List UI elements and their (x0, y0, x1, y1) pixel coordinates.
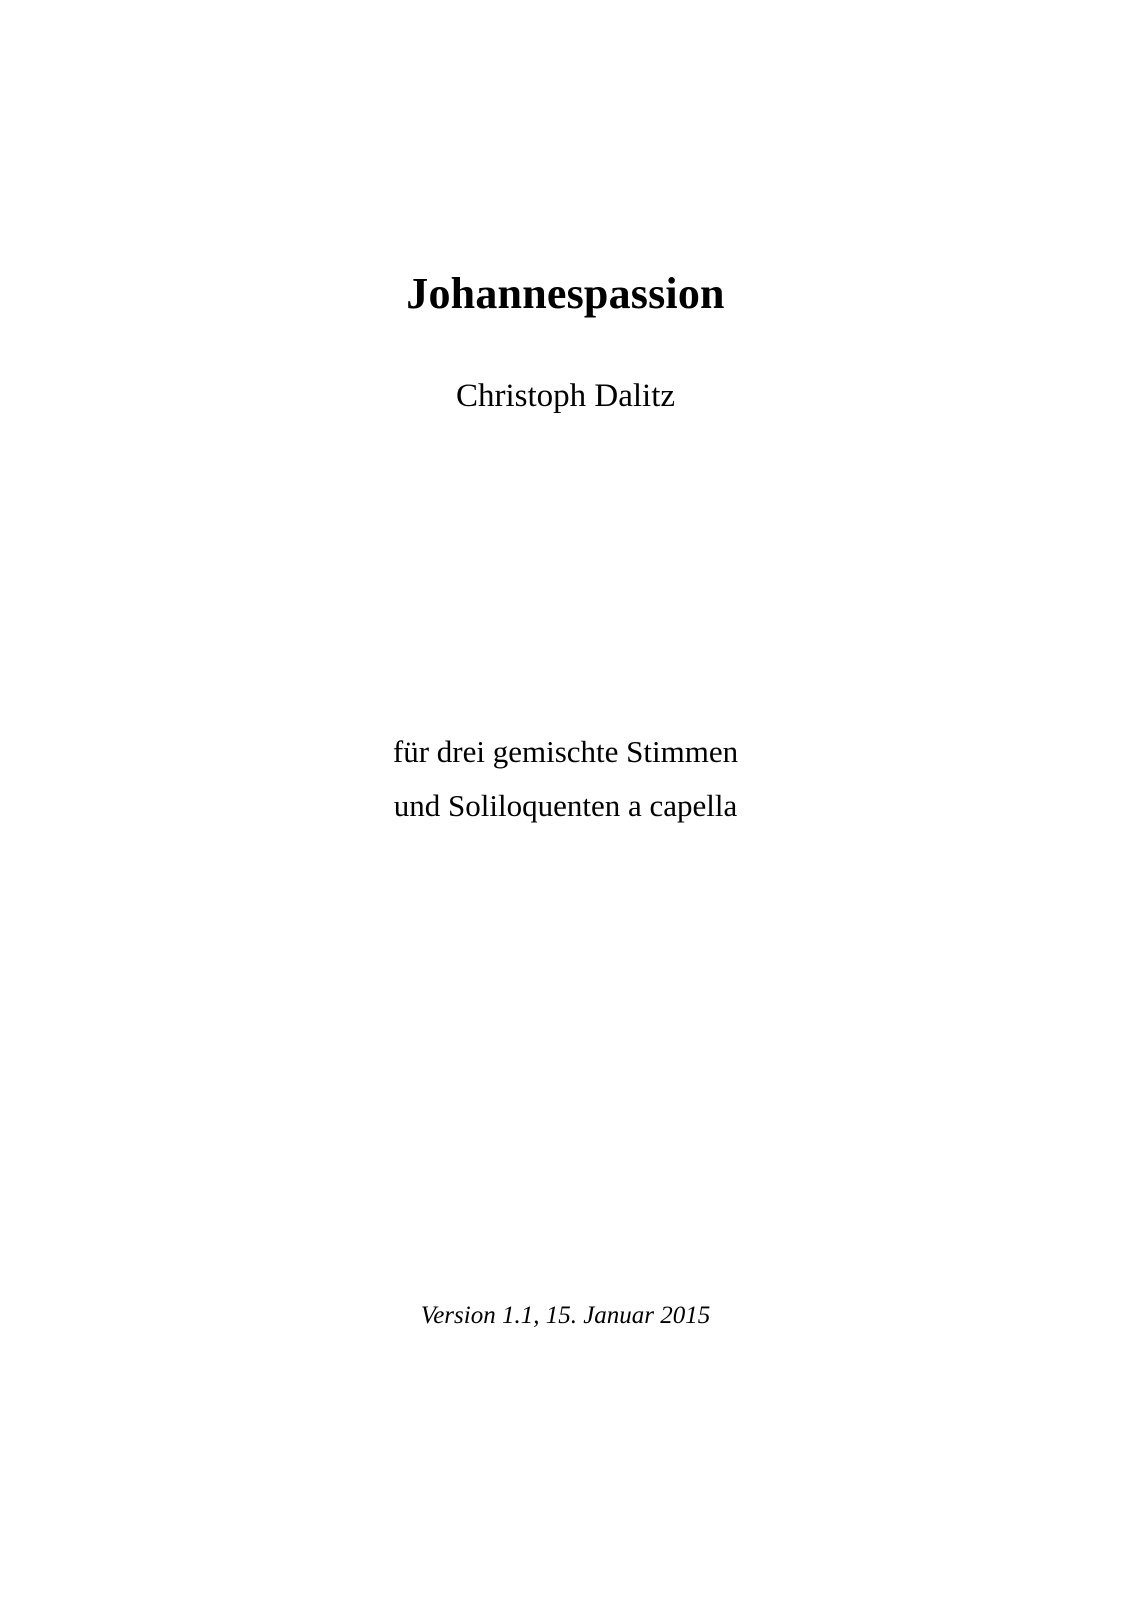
subtitle-line-1: für drei gemischte Stimmen (392, 734, 739, 769)
version-block (0, 1302, 1131, 1330)
author-name: Christoph Dalitz (455, 378, 676, 414)
subtitle-block (0, 725, 1131, 834)
title-block (0, 270, 1131, 318)
subtitle-line-2: und Soliloquenten a capella (393, 788, 738, 824)
version-text: Version 1.1, 15. Januar 2015 (420, 1302, 711, 1329)
page-title: Johannespassion (406, 269, 725, 318)
